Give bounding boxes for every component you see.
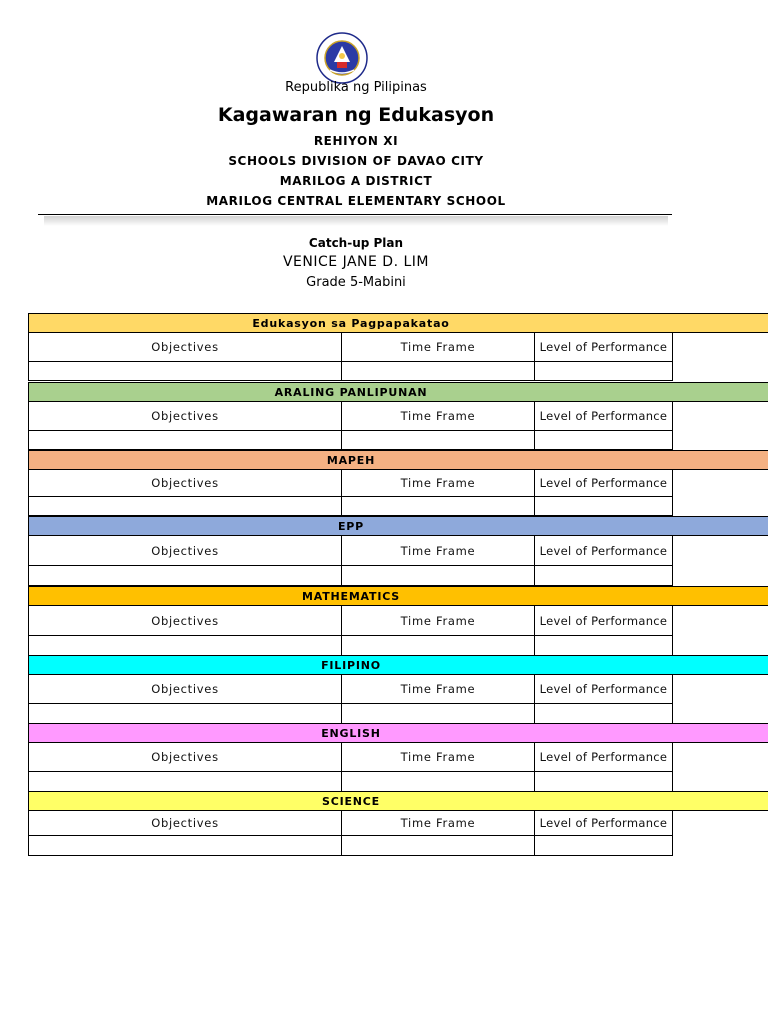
republic-heading: Republika ng Pilipinas	[285, 80, 427, 95]
time-frame-cell[interactable]	[342, 362, 535, 381]
objectives-cell[interactable]	[29, 431, 342, 450]
subject-title: Edukasyon sa Pagpapakatao	[252, 316, 450, 330]
time-frame-header: Time Frame	[342, 402, 535, 431]
subject-table	[28, 332, 673, 381]
objectives-cell[interactable]	[29, 772, 342, 792]
objectives-cell[interactable]	[29, 497, 342, 516]
performance-header: Level of Performance	[535, 333, 673, 362]
objectives-cell[interactable]	[29, 636, 342, 656]
header-divider-shadow	[44, 216, 668, 226]
subject-title: FILIPINO	[321, 658, 381, 672]
plan-title: Catch-up Plan	[308, 236, 404, 250]
performance-cell[interactable]	[535, 497, 673, 516]
subject-band	[28, 586, 768, 606]
performance-header: Level of Performance	[535, 675, 673, 704]
time-frame-cell[interactable]	[342, 704, 535, 724]
objectives-header: Objectives	[29, 675, 342, 704]
subject-section-science	[28, 791, 768, 856]
objectives-header: Objectives	[29, 606, 342, 636]
time-frame-header: Time Frame	[342, 675, 535, 704]
time-frame-header: Time Frame	[342, 470, 535, 497]
performance-header: Level of Performance	[535, 743, 673, 772]
subject-title: EPP	[337, 519, 365, 533]
subject-table	[28, 674, 673, 724]
objectives-cell[interactable]	[29, 704, 342, 724]
school-heading: MARILOG CENTRAL ELEMENTARY SCHOOL	[206, 194, 506, 208]
time-frame-cell[interactable]	[342, 836, 535, 856]
subject-section-esp	[28, 313, 768, 381]
subject-table	[28, 469, 673, 516]
subject-section-ap	[28, 382, 768, 450]
header-divider	[38, 214, 672, 215]
subject-section-epp	[28, 516, 768, 586]
division-heading: SCHOOLS DIVISION OF DAVAO CITY	[228, 154, 484, 168]
subject-table	[28, 401, 673, 450]
time-frame-cell[interactable]	[342, 497, 535, 516]
region-heading: REHIYON XI	[313, 134, 399, 148]
teacher-name: VENICE JANE D. LIM	[282, 254, 429, 270]
time-frame-cell[interactable]	[342, 566, 535, 586]
performance-cell[interactable]	[535, 704, 673, 724]
subject-band	[28, 655, 768, 675]
subject-table	[28, 810, 673, 856]
time-frame-cell[interactable]	[342, 772, 535, 792]
subject-band	[28, 450, 768, 470]
subject-table	[28, 742, 673, 792]
objectives-header: Objectives	[29, 402, 342, 431]
time-frame-cell[interactable]	[342, 636, 535, 656]
time-frame-header: Time Frame	[342, 606, 535, 636]
time-frame-header: Time Frame	[342, 333, 535, 362]
subject-band	[28, 723, 768, 743]
objectives-header: Objectives	[29, 743, 342, 772]
performance-cell[interactable]	[535, 772, 673, 792]
subject-title: SCIENCE	[322, 794, 380, 808]
department-heading: Kagawaran ng Edukasyon	[217, 104, 495, 126]
subject-table	[28, 605, 673, 656]
subject-title: MATHEMATICS	[301, 589, 401, 603]
time-frame-cell[interactable]	[342, 431, 535, 450]
grade-section: Grade 5-Mabini	[306, 275, 406, 290]
time-frame-header: Time Frame	[342, 811, 535, 836]
objectives-cell[interactable]	[29, 566, 342, 586]
subject-section-filipino	[28, 655, 768, 724]
subject-table	[28, 535, 673, 586]
objectives-header: Objectives	[29, 811, 342, 836]
performance-cell[interactable]	[535, 362, 673, 381]
performance-cell[interactable]	[535, 836, 673, 856]
time-frame-header: Time Frame	[342, 743, 535, 772]
performance-cell[interactable]	[535, 431, 673, 450]
subject-section-english	[28, 723, 768, 792]
time-frame-header: Time Frame	[342, 536, 535, 566]
performance-header: Level of Performance	[535, 606, 673, 636]
objectives-header: Objectives	[29, 536, 342, 566]
subject-title: ARALING PANLIPUNAN	[274, 385, 428, 399]
performance-cell[interactable]	[535, 566, 673, 586]
objectives-header: Objectives	[29, 470, 342, 497]
subject-band	[28, 313, 768, 333]
performance-header: Level of Performance	[535, 470, 673, 497]
performance-header: Level of Performance	[535, 811, 673, 836]
deped-seal-logo	[316, 32, 368, 84]
subject-title: MAPEH	[326, 453, 376, 467]
performance-header: Level of Performance	[535, 536, 673, 566]
objectives-cell[interactable]	[29, 836, 342, 856]
subject-band	[28, 382, 768, 402]
subject-band	[28, 516, 768, 536]
district-heading: MARILOG A DISTRICT	[279, 174, 433, 188]
subject-section-mathematics	[28, 586, 768, 656]
subject-title: ENGLISH	[321, 726, 381, 740]
performance-cell[interactable]	[535, 636, 673, 656]
objectives-cell[interactable]	[29, 362, 342, 381]
objectives-header: Objectives	[29, 333, 342, 362]
subject-band	[28, 791, 768, 811]
subject-section-mapeh	[28, 450, 768, 516]
performance-header: Level of Performance	[535, 402, 673, 431]
